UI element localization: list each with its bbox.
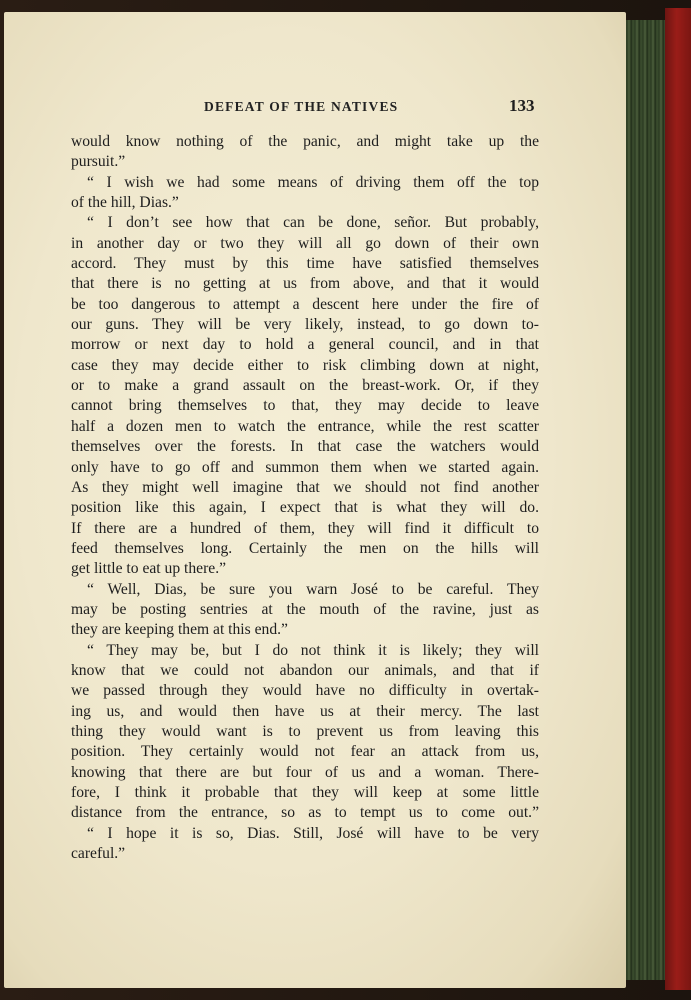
text-line: If there are a hundred of them, they will find it difficult to [71,519,539,537]
text-line: half a dozen men to watch the entrance, while the rest scatter [71,417,539,435]
text-line: may be posting sentries at the mouth of the ravine, just as [71,600,539,618]
page-edges [623,20,665,980]
text-line: “ I hope it is so, Dias. Still, José will have to be very [87,824,539,842]
text-line: As they might well imagine that we should not find another [71,478,539,496]
text-line: accord. They must by this time have satisfied themselves [71,255,539,273]
text-line: we passed through they would have no difficulty in overtak- [71,682,539,700]
text-line: get little to eat up there.” [71,560,227,578]
text-line: would know nothing of the panic, and might take up the [71,133,539,150]
text-line: only have to go off and summon them when we started again. [71,458,539,476]
text-line: careful.” [71,845,126,863]
text-line: cannot bring themselves to that, they may decide to leave [71,397,539,415]
page-number: 133 [509,96,535,115]
text-line: pursuit.” [71,153,126,171]
text-line: be too dangerous to attempt a descent here under the fire of [71,295,539,313]
text-line: “ Well, Dias, be sure you warn José to be careful. They [87,580,539,598]
text-line: distance from the entrance, so as to tempt us to come out.” [71,804,539,822]
book-page [4,12,626,988]
text-line: thing they would want is to prevent us from leaving this [71,722,539,740]
text-line: morrow or next day to hold a general council, and in that [71,336,539,354]
text-line: knowing that there are but four of us and a woman. There- [71,763,539,781]
chapter-title: DEFEAT OF THE NATIVES [204,99,399,114]
text-line: position like this again, I expect that is what they will do. [71,499,539,517]
text-line: position. They certainly would not fear an attack from us, [71,743,539,761]
text-line: “ I don’t see how that can be done, señor. But probably, [87,214,539,232]
text-line: that there is no getting at us from above, and that it would [71,275,539,293]
body-text [71,132,539,864]
text-line: ing us, and would then have us at their mercy. The last [71,702,539,720]
text-line: of the hill, Dias.” [71,194,179,212]
text-line: they are keeping them at this end.” [71,621,288,639]
text-line: in another day or two they will all go down of their own [71,234,539,252]
text-line: case they may decide either to risk climbing down at night, [71,356,539,374]
text-line: know that we could not abandon our animals, and that if [71,661,539,679]
text-line: “ They may be, but I do not think it is likely; they will [87,641,539,659]
running-head [4,98,626,118]
book-cover-edge [665,8,691,990]
text-line: feed themselves long. Certainly the men on the hills will [71,539,539,557]
text-line: themselves over the forests. In that case the watchers would [71,438,539,456]
text-line: our guns. They will be very likely, instead, to go down to- [71,316,539,334]
text-line: fore, I think it probable that they will keep at some little [71,784,539,801]
text-line: or to make a grand assault on the breast-work. Or, if they [71,377,539,395]
text-line: “ I wish we had some means of driving them off the top [87,173,539,191]
